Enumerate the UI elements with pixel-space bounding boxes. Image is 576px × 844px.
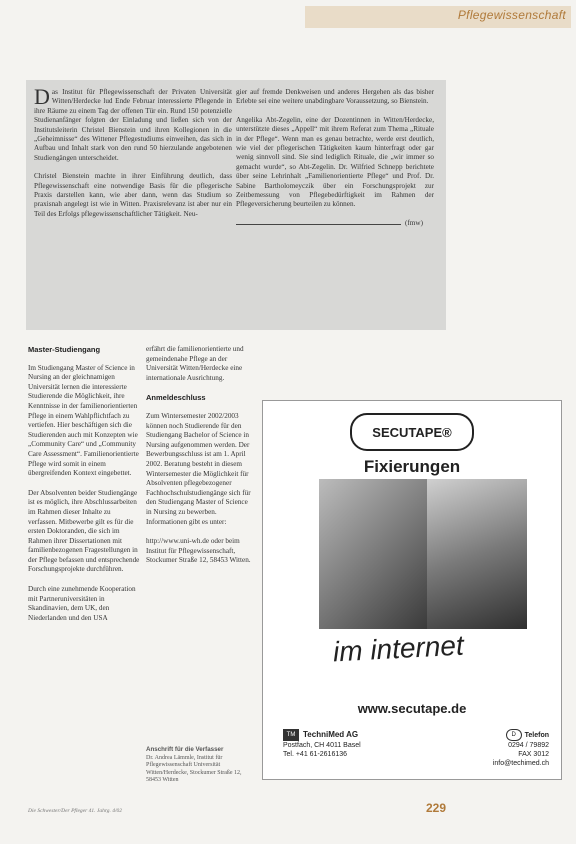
- brand-logo: SECUTAPE®: [350, 413, 474, 451]
- phone-icon: D: [506, 729, 522, 741]
- ad-slogan: im internet: [332, 629, 465, 668]
- ad-url-link[interactable]: www.secutape.de: [357, 701, 467, 716]
- body-paragraph: Im Studiengang Master of Science in Nursing an der gleichnamigen Universität lernen die interessierte Studierende die Möglichkeit, ihre Kenntnisse in der familienorientierten Pflege in einem Wahlpflichtfach zu vertiefen. Hier beschäftigen sich die Studierenden auch mit Konzepten wie „Community Care“ und „Community Care Assessment“. Familienorientierte Pflege wird somit in einem übergreifenden Kontext eingebettet.: [28, 363, 139, 478]
- body-paragraph: erfährt die familienorientierte und gemeindenahe Pflege an der Universität Witten/Herdecke eine internationale Ausrichtung.: [146, 345, 244, 382]
- intro-paragraph: Christel Bienstein machte in ihrer Einführung deutlich, dass Pflegewissenschaft eine notwendige Basis für die pflegerische Praxis darstellen kann, wie aber dann, wenn das Studium so praxisnah angelegt ist wie in Witten. Praxisrelevanz ist aber nur ein Teil des Erfolgs pflegewissenschaftlicher Tätigkeit. Neu-: [34, 172, 232, 218]
- phone-block: [469, 729, 549, 768]
- body-paragraph: Der Absolventen beider Studiengänge ist es möglich, ihre Abschlussarbeiten im Rahmen dieser Inhalte zu verfassen. Mitbewerbe gilt es für die ersten Doktoranden, die sich im Rahmen ihrer Dissertationen mit familienbezogenen Fragestellungen in der Pflege befassen und entsprechende Forschungsprojekte durchführen.: [28, 488, 140, 574]
- master-heading: Master-Studiengang: [28, 345, 101, 354]
- company-tel: Tel. +41 61-2616136: [283, 751, 348, 758]
- company-block: [283, 729, 361, 759]
- secutape-advertisement[interactable]: [262, 400, 562, 780]
- body-paragraph: Durch eine zunehmende Kooperation mit Partneruniversitäten in Skandinavien, dem UK, den Niederlanden und den USA: [28, 585, 136, 622]
- footer-publication: Die Schwester/Der Pfleger 41. Jahrg. 4/02: [28, 808, 123, 814]
- contact-title: Anschrift für die Verfasser: [146, 746, 224, 753]
- ad-photo-fixation: [427, 479, 527, 629]
- intro-column-right: [236, 88, 434, 237]
- signature: (fmw): [405, 218, 423, 227]
- phone-label: Telefon: [524, 731, 549, 739]
- registration-heading: Anmeldeschluss: [146, 393, 206, 403]
- intro-paragraph: [34, 84, 232, 163]
- intro-text: as Institut für Pflegewissenschaft der Privaten Universität Witten/Herdecke lud Ende Februar interessierte Pflegende in ihre Räume zu einem Tag der offenen Tür ein. Rund 150 potenzielle Studienanfänger folgten der Einladung und ließen sich von der Institutsleiterin Christel Bienstein und ihren Kollegionen in die „Geheimnisse“ des Wittener Pflegestudiums einweihen, das sich in Aufbau und Inhalt stark von den rund 50 hierzulande angebotenen Studiengängen unterscheidet.: [34, 88, 232, 162]
- signature-line: [236, 219, 434, 228]
- ad-headline: Fixierungen: [363, 457, 461, 476]
- body-paragraph[interactable]: http://www.uni-wh.de oder beim Institut für Pflegewissenschaft, Stockumer Straße 12, 58453 Witten.: [146, 537, 251, 565]
- intro-paragraph: Angelika Abt-Zegelin, eine der Dozentinnen in Witten/Herdecke, unterstützte dieses „Appell“ mit ihrem Referat zum Thema „Rituale in der Pflege“. Wenn man es genau betrachte, werde erst deutlich, wie viel der pflegerischen Tätigkeiten kaum hinterfragt oder gar wenig sinnvoll sind. Sie sind lediglich Rituale, die „wir immer so gemacht wurde“, so Abt-Zegelin. Dr. Wilfried Schnepp berichtete über seine Lehrinhalt „Familienorientierte Pflege“ und Prof. Dr. Sabine Bartholomeyczik über ein Forschungsprojekt zur Zeitbemessung von Pflegebedürftigkeit im Rahmen der Pflegeversicherung beurteilen zu können.: [236, 115, 434, 209]
- registration-column: [146, 345, 254, 576]
- phone-number: 0294 / 79892: [508, 742, 549, 749]
- body-paragraph: Zum Wintersemester 2002/2003 können noch Studierende für den Studiengang Bachelor of Science in Nursing aufgenommen werden. Der Bewerbungsschluss ist am 1. April 2002. Beratung besteht in diesem Wintersemester die Möglichkeit für Absolventen pflegebezogener Fachhochschulstudiengänge sich für den Studiengang Master of Science in Nursing zu bewerben. Informationen gibt es unter:: [146, 411, 251, 526]
- signature-rule: [236, 224, 401, 225]
- company-name: TechniMed AG: [303, 729, 359, 739]
- contact-lines: Dr. Andrea Lämmle, Institut für Pflegewissenschaft Universität Witten/Herdecke, Stockumer Straße 12, 58453 Witten: [146, 754, 242, 784]
- intro-paragraph: gier auf fremde Denkweisen und anderes Hergehen als das bisher Erlebte sei eine weitere unabdingbare Voraussetzung, so Bienstein.: [236, 88, 434, 106]
- fax-number: FAX 3012: [518, 751, 549, 758]
- page-number: 229: [425, 801, 446, 815]
- company-logo-icon: TM: [283, 729, 299, 741]
- ad-photo-patient: [319, 479, 427, 629]
- company-address: Postfach, CH 4011 Basel: [283, 742, 361, 749]
- drop-cap: D: [34, 84, 50, 109]
- section-title: Pflegewissenschaft: [457, 8, 566, 22]
- master-column: [28, 345, 140, 633]
- email-address[interactable]: info@techimed.ch: [492, 760, 549, 767]
- intro-column-left: [34, 84, 232, 228]
- author-contact: [146, 746, 256, 785]
